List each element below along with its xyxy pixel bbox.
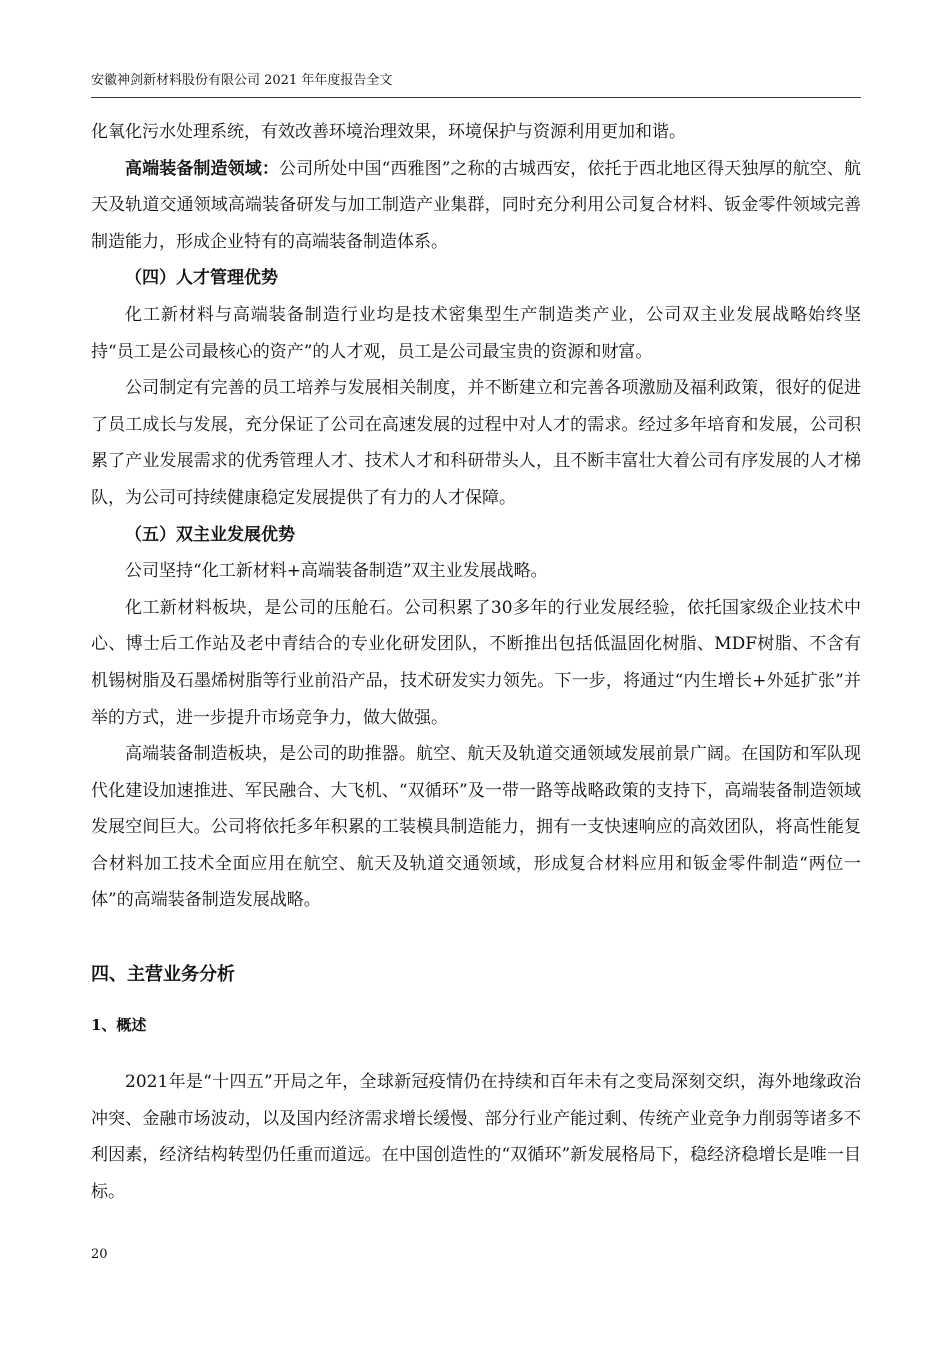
body-section-advantages [91, 114, 861, 919]
subheading-talent-management: （四）人才管理优势 [125, 268, 278, 289]
body-section-overview [91, 1064, 861, 1210]
paragraph-continuation: 化氧化污水处理系统，有效改善环境治理效果，环境保护与资源利用更加和谐。 [91, 122, 686, 142]
paragraph-lead-term: 高端装备制造领域： [125, 158, 279, 179]
running-header: 安徽神剑新材料股份有限公司 2021 年年度报告全文 [91, 73, 393, 88]
paragraph-overview: 2021年是“十四五”开局之年，全球新冠疫情仍在持续和百年未有之变局深刻交织，海外地缘政治冲突、金融市场波动，以及国内经济需求增长缓慢、部分行业产能过剩、传统产业竞争力削弱等诸多不利因素，经济结构转型仍任重而道远。在中国创造性的“双循环”新发展格局下，稳经济稳增长是唯一目标。 [91, 1072, 861, 1202]
subheading-dual-business: （五）双主业发展优势 [125, 524, 295, 545]
section-subtitle: 1、概述 [91, 1016, 147, 1034]
paragraph-chemical-materials: 化工新材料板块，是公司的压舱石。公司积累了30多年的行业发展经验，依托国家级企业技术中心、博士后工作站及老中青结合的专业化研发团队，不断推出包括低温固化树脂、MDF树脂、不含有机锡树脂及石墨烯树脂等行业前沿产品，技术研发实力领先。下一步，将通过“内生增长+外延扩张”并举的方式，进一步提升市场竞争力，做大做强。 [91, 597, 861, 728]
paragraph-dual-strategy: 公司坚持“化工新材料+高端装备制造”双主业发展战略。 [125, 561, 548, 582]
paragraph-talent-development: 公司制定有完善的员工培养与发展相关制度，并不断建立和完善各项激励及福利政策，很好的促进了员工成长与发展，充分保证了公司在高速发展的过程中对人才的需求。经过多年培育和发展，公司积累了产业发展需求的优秀管理人才、技术人才和科研带头人，且不断丰富壮大着公司有序发展的人才梯队，为公司可持续健康稳定发展提供了有力的人才保障。 [91, 378, 861, 508]
page-number: 20 [91, 1247, 108, 1262]
paragraph-text: 公司所处中国“西雅图”之称的古城西安，依托于西北地区得天独厚的航空、航天及轨道交通领域高端装备研发与加工制造产业集群，同时充分利用公司复合材料、钣金零件领域完善制造能力，形成企业特有的高端装备制造体系。 [91, 158, 861, 252]
section-title: 四、主营业务分析 [91, 964, 235, 985]
paragraph-high-end-equipment [91, 151, 861, 261]
header-divider [91, 97, 861, 98]
paragraph-talent-philosophy: 化工新材料与高端装备制造行业均是技术密集型生产制造类产业，公司双主业发展战略始终坚持“员工是公司最核心的资产”的人才观，员工是公司最宝贵的资源和财富。 [91, 304, 861, 362]
paragraph-high-end-manufacturing: 高端装备制造板块，是公司的助推器。航空、航天及轨道交通领域发展前景广阔。在国防和军队现代化建设加速推进、军民融合、大飞机、“双循环”及一带一路等战略政策的支持下，高端装备制造领域发展空间巨大。公司将依托多年积累的工装模具制造能力，拥有一支快速响应的高效团队，将高性能复合材料加工技术全面应用在航空、航天及轨道交通领域，形成复合材料应用和钣金零件制造“两位一体”的高端装备制造发展战略。 [91, 744, 861, 911]
